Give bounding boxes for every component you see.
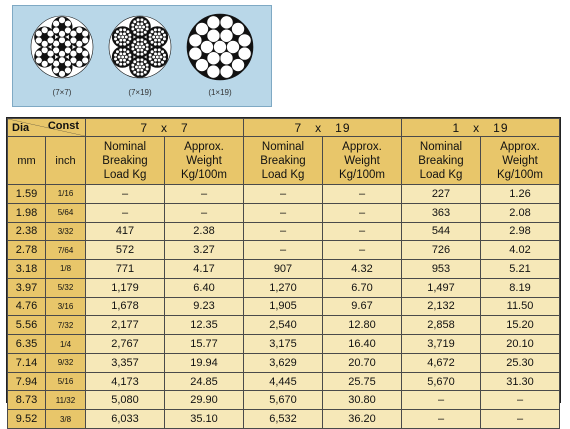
diameter-mm-cell: 3.97 xyxy=(8,278,46,297)
wire-circle xyxy=(220,52,233,65)
diameter-mm-cell: 8.73 xyxy=(8,391,46,410)
breaking-load-1x19-cell: 544 xyxy=(402,222,481,241)
breaking-load-header xyxy=(86,137,165,185)
wire-circle xyxy=(154,52,158,56)
wire-circle xyxy=(126,50,130,54)
diameter-inch-cell: 11/32 xyxy=(46,391,86,410)
weight-1x19-cell: 25.30 xyxy=(481,353,560,372)
wire-circle xyxy=(161,60,165,64)
diameter-mm-cell: 7.14 xyxy=(8,353,46,372)
breaking-load-7x7-cell: 771 xyxy=(86,260,165,279)
wire-circle xyxy=(128,37,132,41)
wire-circle xyxy=(116,30,120,34)
weight-1x19-cell: 31.30 xyxy=(481,372,560,391)
wire-circle xyxy=(53,27,60,34)
wire-circle xyxy=(220,65,233,78)
diagram-caption: (7×19) xyxy=(128,88,152,97)
wire-rope-1x19-diagram xyxy=(185,12,255,82)
wire-circle xyxy=(116,50,120,54)
weight-7x19-cell: 25.75 xyxy=(323,372,402,391)
wire-circle xyxy=(114,33,118,37)
header-line: Kg/100m xyxy=(338,168,386,181)
wire-circle xyxy=(207,29,220,42)
weight-1x19-cell: 20.10 xyxy=(481,335,560,354)
wire-circle xyxy=(119,42,123,46)
header-line: Weight xyxy=(344,154,380,167)
header-line: Nominal xyxy=(419,140,463,153)
wire-circle xyxy=(136,58,140,62)
diameter-inch-cell: 1/16 xyxy=(46,185,86,204)
breaking-load-1x19-cell: 363 xyxy=(402,203,481,222)
breaking-load-7x7-cell: 572 xyxy=(86,241,165,260)
table-row xyxy=(8,260,560,279)
wire-circle xyxy=(123,38,127,42)
wire-circle xyxy=(161,40,165,44)
weight-7x19-cell: – xyxy=(323,222,402,241)
breaking-load-7x19-cell: 3,175 xyxy=(244,335,323,354)
wire-circle xyxy=(140,18,144,22)
table-row xyxy=(8,410,560,429)
wire-circle xyxy=(148,57,152,61)
breaking-load-7x7-cell: 6,033 xyxy=(86,410,165,429)
wire-circle xyxy=(114,57,118,61)
wire-circle xyxy=(207,52,220,65)
wire-circle xyxy=(114,37,118,41)
weight-1x19-cell: 4.02 xyxy=(481,241,560,260)
wire-circle xyxy=(136,72,140,76)
diameter-mm-cell: 4.76 xyxy=(8,297,46,316)
weight-1x19-cell: 2.98 xyxy=(481,222,560,241)
wire-circle xyxy=(133,30,137,34)
unit-inch-header: inch xyxy=(46,137,86,185)
wire-circle xyxy=(163,53,167,57)
wire-circle xyxy=(201,41,214,54)
wire-circle xyxy=(154,62,158,66)
breaking-load-1x19-cell: 1,497 xyxy=(402,278,481,297)
wire-circle xyxy=(163,33,167,37)
weight-7x19-cell: – xyxy=(323,203,402,222)
wire-circle xyxy=(220,29,233,42)
weight-7x19-cell: 12.80 xyxy=(323,316,402,335)
wire-circle xyxy=(145,63,149,67)
wire-circle xyxy=(35,57,42,64)
diameter-inch-cell: 3/32 xyxy=(46,222,86,241)
wire-circle xyxy=(154,28,158,32)
unit-mm-header: mm xyxy=(8,137,46,185)
weight-7x19-cell: 20.70 xyxy=(323,353,402,372)
wire-rope-7x19-diagram xyxy=(105,12,175,82)
breaking-load-7x19-cell: – xyxy=(244,203,323,222)
wire-circle xyxy=(154,48,158,52)
wire-circle xyxy=(136,42,140,46)
wire-circle xyxy=(82,50,89,57)
wire-circle xyxy=(64,60,71,67)
header-line: Kg/100m xyxy=(180,168,228,181)
wire-circle xyxy=(119,62,123,66)
wire-circle xyxy=(128,53,132,57)
weight-1x19-cell: 8.19 xyxy=(481,278,560,297)
wire-circle xyxy=(189,34,202,47)
wire-circle xyxy=(157,58,161,62)
table-row xyxy=(8,185,560,204)
wire-circle xyxy=(207,65,220,78)
weight-7x7-cell: 6.40 xyxy=(165,278,244,297)
wire-circle xyxy=(150,60,154,64)
weight-7x7-cell: – xyxy=(165,203,244,222)
wire-circle xyxy=(154,42,158,46)
wire-circle xyxy=(53,67,60,74)
breaking-load-7x19-cell: 1,270 xyxy=(244,278,323,297)
wire-circle xyxy=(133,50,137,54)
weight-7x19-cell: 36.20 xyxy=(323,410,402,429)
wire-circle xyxy=(126,60,130,64)
breaking-load-1x19-cell: – xyxy=(402,391,481,410)
wire-circle xyxy=(157,28,161,32)
wire-circle xyxy=(116,60,120,64)
wire-circle xyxy=(126,40,130,44)
wire-circle xyxy=(128,57,132,61)
wire-circle xyxy=(143,40,147,44)
breaking-load-7x19-cell: 6,532 xyxy=(244,410,323,429)
wire-circle xyxy=(140,68,144,72)
breaking-load-7x7-cell: 4,173 xyxy=(86,372,165,391)
wire-circle xyxy=(47,50,54,57)
breaking-load-1x19-cell: 2,858 xyxy=(402,316,481,335)
diameter-inch-cell: 3/16 xyxy=(46,297,86,316)
header-line: Approx. xyxy=(184,140,224,153)
wire-circle xyxy=(148,37,152,41)
diameter-inch-cell: 3/8 xyxy=(46,410,86,429)
weight-7x7-cell: 9.23 xyxy=(165,297,244,316)
breaking-load-7x19-cell: 907 xyxy=(244,260,323,279)
header-line: Load Kg xyxy=(261,168,305,181)
wire-circle xyxy=(238,47,251,60)
table-row xyxy=(8,222,560,241)
wire-circle xyxy=(133,40,137,44)
breaking-load-7x19-cell: – xyxy=(244,185,323,204)
diameter-inch-cell: 7/32 xyxy=(46,316,86,335)
wire-circle xyxy=(64,20,71,27)
weight-7x7-cell: 24.85 xyxy=(165,372,244,391)
weight-7x19-cell: – xyxy=(323,241,402,260)
wire-circle xyxy=(157,52,161,56)
wire-circle xyxy=(119,48,123,52)
wire-circle xyxy=(123,58,127,62)
weight-7x7-cell: – xyxy=(165,185,244,204)
wire-circle xyxy=(128,33,132,37)
breaking-load-1x19-cell: 953 xyxy=(402,260,481,279)
header-line: Approx. xyxy=(500,140,540,153)
weight-7x19-cell: – xyxy=(323,185,402,204)
table-row xyxy=(8,391,560,410)
wire-circle xyxy=(133,20,137,24)
wire-rope-spec-table xyxy=(6,117,561,426)
wire-circle xyxy=(140,28,144,32)
table-row xyxy=(8,372,560,391)
breaking-load-7x19-cell: – xyxy=(244,222,323,241)
wire-circle xyxy=(126,30,130,34)
wire-circle xyxy=(123,62,127,66)
breaking-load-1x19-cell: 3,719 xyxy=(402,335,481,354)
wire-rope-7x7-diagram xyxy=(27,12,97,82)
breaking-load-1x19-cell: – xyxy=(402,410,481,429)
weight-7x7-cell: 15.77 xyxy=(165,335,244,354)
diagram-caption: (1×19) xyxy=(208,88,232,97)
wire-circle xyxy=(123,42,127,46)
wire-circle xyxy=(133,70,137,74)
breaking-load-7x19-cell: 4,445 xyxy=(244,372,323,391)
weight-1x19-cell: – xyxy=(481,391,560,410)
header-line: Load Kg xyxy=(419,168,463,181)
breaking-load-7x19-cell: 1,905 xyxy=(244,297,323,316)
wire-circle xyxy=(145,67,149,71)
diameter-inch-cell: 7/64 xyxy=(46,241,86,260)
weight-7x7-cell: 3.27 xyxy=(165,241,244,260)
header-line: Approx. xyxy=(342,140,382,153)
diameter-inch-cell: 5/64 xyxy=(46,203,86,222)
wire-circle xyxy=(131,23,135,27)
wire-circle xyxy=(131,67,135,71)
table-row xyxy=(8,335,560,354)
wire-circle xyxy=(119,32,123,36)
dia-label: Dia xyxy=(12,122,30,134)
weight-7x19-cell: 4.32 xyxy=(323,260,402,279)
header-line: Breaking xyxy=(102,154,148,167)
breaking-load-header xyxy=(402,137,481,185)
weight-7x7-cell: 2.38 xyxy=(165,222,244,241)
weight-1x19-cell: 15.20 xyxy=(481,316,560,335)
wire-circle xyxy=(220,16,233,29)
wire-circle xyxy=(143,30,147,34)
wire-circle xyxy=(161,30,165,34)
wire-circle xyxy=(154,32,158,36)
breaking-load-7x7-cell: 1,678 xyxy=(86,297,165,316)
wire-circle xyxy=(140,48,144,52)
weight-7x19-cell: 6.70 xyxy=(323,278,402,297)
wire-circle xyxy=(143,20,147,24)
wire-circle xyxy=(189,47,202,60)
wire-circle xyxy=(145,43,149,47)
wire-circle xyxy=(161,50,165,54)
weight-7x19-cell: 9.67 xyxy=(323,297,402,316)
wire-circle xyxy=(140,38,144,42)
wire-circle xyxy=(35,37,42,44)
breaking-load-7x19-cell: 5,670 xyxy=(244,391,323,410)
wire-circle xyxy=(157,38,161,42)
wire-circle xyxy=(131,63,135,67)
diameter-mm-cell: 6.35 xyxy=(8,335,46,354)
header-line: Load Kg xyxy=(103,168,147,181)
wire-circle xyxy=(136,62,140,66)
breaking-load-7x19-cell: 2,540 xyxy=(244,316,323,335)
breaking-load-7x7-cell: – xyxy=(86,203,165,222)
wire-circle xyxy=(163,57,167,61)
wire-circle xyxy=(157,62,161,66)
breaking-load-1x19-cell: 726 xyxy=(402,241,481,260)
diameter-inch-cell: 9/32 xyxy=(46,353,86,372)
table-row xyxy=(8,353,560,372)
header-line: Breaking xyxy=(418,154,464,167)
wire-circle xyxy=(148,53,152,57)
wire-circle xyxy=(136,38,140,42)
group-header-7x7: 7 x 7 xyxy=(86,119,244,137)
breaking-load-1x19-cell: 5,670 xyxy=(402,372,481,391)
weight-header xyxy=(481,137,560,185)
wire-circle xyxy=(232,59,245,72)
wire-circle xyxy=(145,27,149,31)
wire-circle xyxy=(143,70,147,74)
diameter-inch-cell: 1/4 xyxy=(46,335,86,354)
wire-circle xyxy=(143,60,147,64)
wire-circle xyxy=(119,52,123,56)
wire-circle xyxy=(131,47,135,51)
wire-circle xyxy=(150,40,154,44)
weight-7x7-cell: 12.35 xyxy=(165,316,244,335)
wire-circle xyxy=(140,58,144,62)
weight-1x19-cell: 5.21 xyxy=(481,260,560,279)
wire-circle xyxy=(232,22,245,35)
wire-circle xyxy=(157,42,161,46)
wire-circle xyxy=(150,50,154,54)
weight-7x7-cell: 35.10 xyxy=(165,410,244,429)
breaking-load-1x19-cell: 4,672 xyxy=(402,353,481,372)
wire-circle xyxy=(140,22,144,26)
breaking-load-7x7-cell: 2,767 xyxy=(86,335,165,354)
diameter-inch-cell: 1/8 xyxy=(46,260,86,279)
wire-circle xyxy=(238,34,251,47)
wire-circle xyxy=(145,23,149,27)
table-row xyxy=(8,241,560,260)
wire-circle xyxy=(145,47,149,51)
table-row xyxy=(8,278,560,297)
wire-circle xyxy=(131,43,135,47)
construction-diagrams-panel xyxy=(12,5,272,107)
wire-circle xyxy=(136,32,140,36)
weight-1x19-cell: 2.08 xyxy=(481,203,560,222)
weight-7x7-cell: 4.17 xyxy=(165,260,244,279)
breaking-load-7x7-cell: 5,080 xyxy=(86,391,165,410)
wire-circle xyxy=(123,32,127,36)
table-row xyxy=(8,297,560,316)
weight-7x19-cell: 30.80 xyxy=(323,391,402,410)
diameter-mm-cell: 1.98 xyxy=(8,203,46,222)
breaking-load-1x19-cell: 227 xyxy=(402,185,481,204)
weight-header xyxy=(165,137,244,185)
header-line: Breaking xyxy=(260,154,306,167)
wire-circle xyxy=(136,52,140,56)
diameter-mm-cell: 1.59 xyxy=(8,185,46,204)
diameter-mm-cell: 2.78 xyxy=(8,241,46,260)
weight-7x19-cell: 16.40 xyxy=(323,335,402,354)
wire-circle xyxy=(214,41,227,54)
wire-circle xyxy=(133,60,137,64)
weight-7x7-cell: 29.90 xyxy=(165,391,244,410)
diameter-mm-cell: 9.52 xyxy=(8,410,46,429)
breaking-load-7x7-cell: 1,179 xyxy=(86,278,165,297)
weight-1x19-cell: – xyxy=(481,410,560,429)
wire-circle xyxy=(123,28,127,32)
header-line: Weight xyxy=(502,154,538,167)
wire-circle xyxy=(140,72,144,76)
diameter-mm-cell: 3.18 xyxy=(8,260,46,279)
diameter-mm-cell: 2.38 xyxy=(8,222,46,241)
diameter-inch-cell: 5/32 xyxy=(46,278,86,297)
wire-circle xyxy=(195,59,208,72)
wire-circle xyxy=(82,30,89,37)
table-row xyxy=(8,203,560,222)
weight-1x19-cell: 11.50 xyxy=(481,297,560,316)
wire-circle xyxy=(123,48,127,52)
breaking-load-7x7-cell: 2,177 xyxy=(86,316,165,335)
wire-circle xyxy=(150,30,154,34)
wire-circle xyxy=(207,16,220,29)
weight-header xyxy=(323,137,402,185)
diameter-mm-cell: 5.56 xyxy=(8,316,46,335)
header-line: Nominal xyxy=(103,140,147,153)
wire-circle xyxy=(131,27,135,31)
wire-circle xyxy=(143,50,147,54)
weight-1x19-cell: 1.26 xyxy=(481,185,560,204)
breaking-load-7x7-cell: 417 xyxy=(86,222,165,241)
group-header-1x19: 1 x 19 xyxy=(402,119,560,137)
diagram-caption: (7×7) xyxy=(52,88,72,97)
header-line: Nominal xyxy=(261,140,305,153)
wire-circle xyxy=(70,37,77,44)
wire-circle xyxy=(136,18,140,22)
wire-circle xyxy=(123,52,127,56)
breaking-load-7x19-cell: – xyxy=(244,241,323,260)
wire-circle xyxy=(140,62,144,66)
breaking-load-7x7-cell: 3,357 xyxy=(86,353,165,372)
wire-circle xyxy=(119,28,123,32)
header-line: Weight xyxy=(186,154,222,167)
wire-circle xyxy=(140,52,144,56)
table-row xyxy=(8,316,560,335)
header-line: Kg/100m xyxy=(496,168,544,181)
wire-circle xyxy=(195,22,208,35)
weight-7x7-cell: 19.94 xyxy=(165,353,244,372)
table-corner-header xyxy=(8,119,86,137)
wire-circle xyxy=(140,32,144,36)
wire-circle xyxy=(157,48,161,52)
wire-circle xyxy=(163,37,167,41)
breaking-load-1x19-cell: 2,132 xyxy=(402,297,481,316)
wire-circle xyxy=(157,32,161,36)
breaking-load-header xyxy=(244,137,323,185)
wire-circle xyxy=(140,42,144,46)
const-label: Const xyxy=(47,120,79,132)
wire-circle xyxy=(148,33,152,37)
diameter-mm-cell: 7.94 xyxy=(8,372,46,391)
breaking-load-7x7-cell: – xyxy=(86,185,165,204)
group-header-7x19: 7 x 19 xyxy=(244,119,402,137)
diameter-inch-cell: 5/16 xyxy=(46,372,86,391)
wire-circle xyxy=(116,40,120,44)
breaking-load-7x19-cell: 3,629 xyxy=(244,353,323,372)
wire-circle xyxy=(136,22,140,26)
wire-circle xyxy=(114,53,118,57)
wire-circle xyxy=(227,41,240,54)
